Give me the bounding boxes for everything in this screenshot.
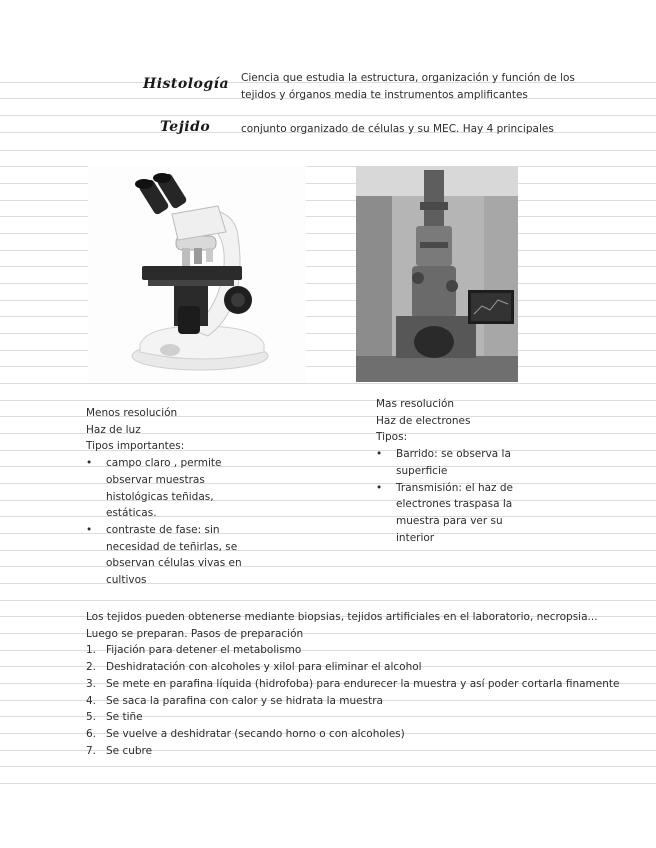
preparation-step: 6. Se vuelve a deshidratar (secando horno o con alcoholes) <box>86 727 405 740</box>
electron-line: Tipos: <box>376 431 408 444</box>
electron-bullet: • Transmisión: el haz de electrones traspasa la muestra para ver su interior <box>376 481 514 544</box>
electron-line: Mas resolución <box>376 398 455 410</box>
optical-notes <box>86 405 256 589</box>
electron-notes <box>376 396 524 546</box>
preparation-step: 2. Deshidratación con alcoholes y xilol para eliminar el alcohol <box>86 661 422 674</box>
preparation-step: 4. Se saca la parafina con calor y se hidrata la muestra <box>86 694 383 707</box>
optical-line: Haz de luz <box>86 423 141 436</box>
definition-histologia: Ciencia que estudia la estructura, organización y función de los tejidos y órganos media te instrumentos amplificantes <box>241 72 575 101</box>
optical-line: Menos resolución <box>86 407 178 419</box>
definition-tejido: conjunto organizado de células y su MEC. Hay 4 principales <box>241 123 554 135</box>
preparation-step: 7. Se cubre <box>86 744 153 757</box>
optical-line: Tipos importantes: <box>86 440 185 453</box>
optical-bullet: • contraste de fase: sin necesidad de teñirlas, se observan células vivas en cultivos <box>86 523 242 587</box>
preparation-lead: Luego se preparan. Pasos de preparación <box>86 627 304 640</box>
preparation-step: 1. Fijación para detener el metabolismo <box>86 644 302 657</box>
preparation-step: 3. Se mete en parafina líquida (hidrofoba) para endurecer la muestra y así poder cortarla finamente <box>86 677 620 690</box>
electron-line: Haz de electrones <box>376 414 471 427</box>
electron-microscope-image <box>356 166 518 382</box>
optical-microscope-image <box>88 166 306 382</box>
electron-bullet: • Barrido: se observa la superficie <box>376 448 511 477</box>
preparation-section <box>86 609 646 759</box>
term-tejido: Tejido <box>160 119 211 135</box>
term-histologia: Histología <box>143 76 230 92</box>
preparation-intro: Los tejidos pueden obtenerse mediante biopsias, tejidos artificiales en el laboratorio, necropsia... <box>86 611 598 623</box>
optical-bullet: • campo claro , permite observar muestras histológicas teñidas, estáticas. <box>86 457 222 520</box>
preparation-step: 5. Se tiñe <box>86 711 143 724</box>
